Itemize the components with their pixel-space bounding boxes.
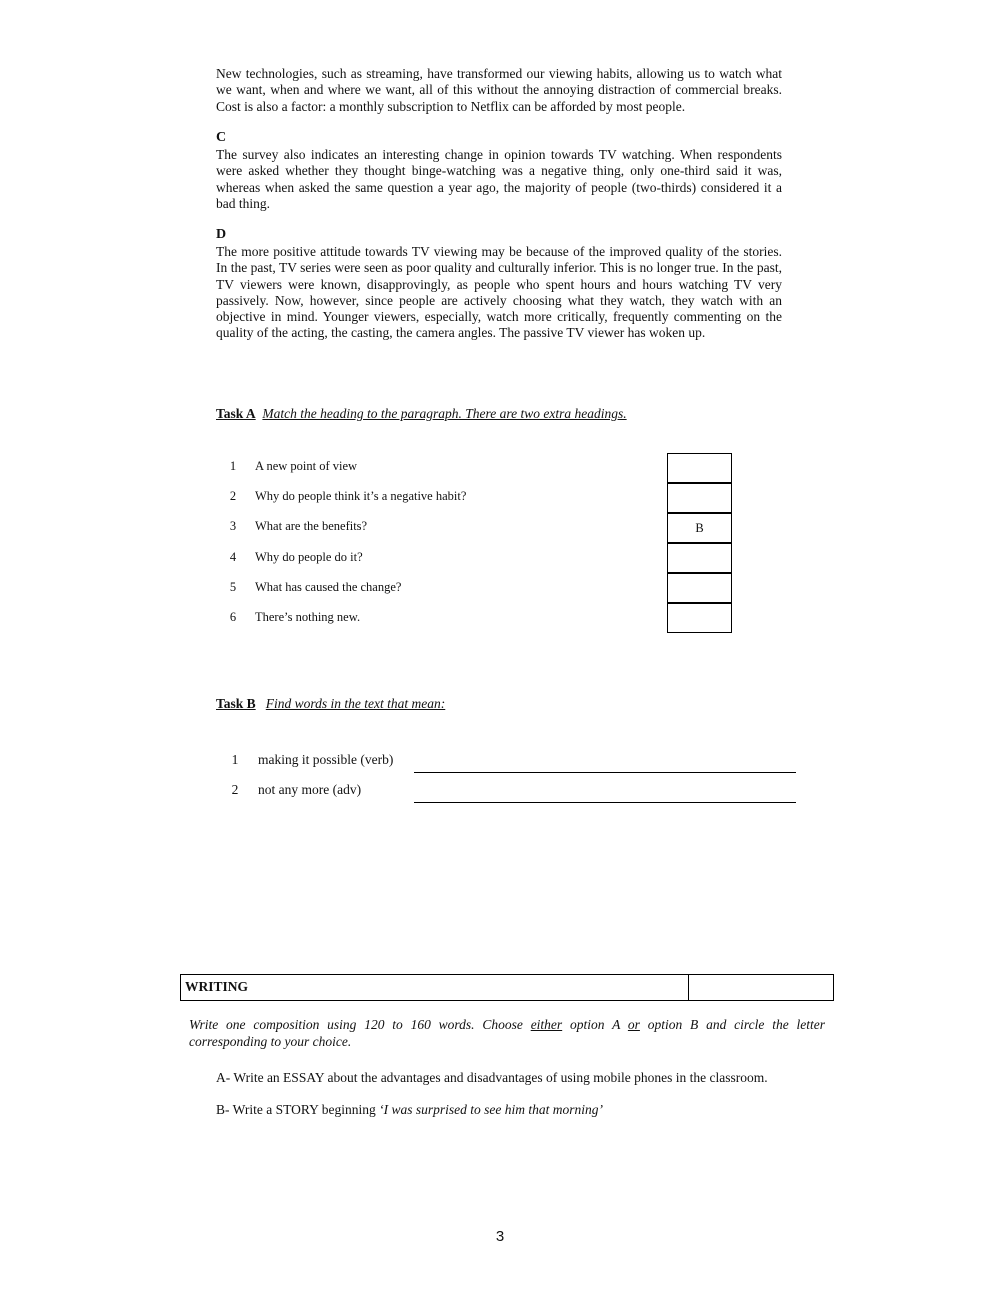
writing-option-b-quote: ‘I was surprised to see him that morning’: [379, 1102, 603, 1117]
task-a-title: [216, 406, 627, 422]
writing-instructions: [189, 1017, 825, 1050]
task-a-item-heading: There’s nothing new.: [255, 610, 361, 624]
writing-instruction-or: or: [627, 1017, 640, 1032]
task-a-answer-box-5[interactable]: [667, 573, 732, 603]
task-b-item-definition: not any more (adv): [258, 782, 362, 797]
task-b-instruction: Find words in the text that mean:: [265, 696, 446, 711]
writing-instruction-part: option A: [562, 1017, 628, 1032]
page-number: 3: [495, 1228, 505, 1245]
task-a-instruction: Match the heading to the paragraph. There are two extra headings.: [262, 406, 627, 421]
task-a-item-heading: A new point of view: [255, 459, 358, 473]
task-a-answer-box-2[interactable]: [667, 483, 732, 513]
task-b-item-number: 2: [231, 782, 239, 797]
task-a-item-number: 4: [229, 550, 237, 564]
writing-option-b-prefix: B- Write a STORY beginning: [216, 1102, 380, 1117]
writing-option-b[interactable]: [216, 1102, 603, 1118]
task-a-item-heading: What has caused the change?: [255, 580, 402, 594]
paragraph-d: The more positive attitude towards TV viewing may be because of the improved quality of the stories. In the past, TV series were seen as poor quality and culturally inferior. This is no longer true. In the past, TV viewers were known, disapprovingly, as people who spent hours and hours watching TV very passively. Now, however, since people are actively choosing what they watch, they watch with an objective in mind. Younger viewers, especially, watch more critically, frequently commenting on the quality of the acting, the casting, the camera angles. The passive TV viewer has woken up.: [216, 244, 782, 341]
task-a-item-number: 5: [229, 580, 237, 594]
task-a-answer-box-4[interactable]: [667, 543, 732, 573]
task-b-label: Task B: [216, 696, 256, 711]
task-a-item-number: 6: [229, 610, 237, 624]
writing-score-divider: [688, 975, 689, 1000]
task-b-item-definition: making it possible (verb): [258, 752, 394, 767]
writing-header-bar: [180, 974, 834, 1001]
task-b-answer-line-2[interactable]: [414, 802, 796, 803]
paragraph-d-letter: D: [216, 227, 227, 242]
task-b-answer-line-1[interactable]: [414, 772, 796, 773]
writing-title: WRITING: [185, 979, 249, 994]
writing-option-a[interactable]: A- Write an ESSAY about the advantages and disadvantages of using mobile phones in the classroom.: [216, 1070, 768, 1085]
task-b-item-number: 1: [231, 752, 239, 767]
paragraph-b-continuation: New technologies, such as streaming, have transformed our viewing habits, allowing us to watch what we want, when and where we want, all of this without the annoying distraction of commercial breaks. Cost is also a factor: a monthly subscription to Netflix can be afforded by most people.: [216, 66, 782, 114]
task-a-label: Task A: [216, 406, 256, 421]
task-a-item-heading: Why do people do it?: [255, 550, 363, 564]
writing-instruction-either: either: [530, 1017, 563, 1032]
writing-instruction-part: Write one composition using 120 to 160 words. Choose: [189, 1017, 531, 1032]
writing-instruction-part: option B and circle the letter corresponding to your choice.: [189, 1017, 825, 1049]
task-a-item-heading: What are the benefits?: [255, 519, 368, 533]
task-a-item-heading: Why do people think it’s a negative habit?: [255, 489, 467, 503]
task-a-item-number: 1: [229, 459, 237, 473]
paragraph-c: The survey also indicates an interesting change in opinion towards TV watching. When respondents were asked whether they thought binge-watching was a negative thing, only one-third said it was, whereas when asked the same question a year ago, the majority of people (two-thirds) considered it a bad thing.: [216, 147, 782, 211]
paragraph-c-letter: C: [216, 130, 227, 145]
task-a-answer-box-1[interactable]: [667, 453, 732, 483]
task-b-title: [216, 696, 445, 712]
task-a-answer-box-3[interactable]: B: [667, 513, 732, 543]
task-a-item-number: 3: [229, 519, 237, 533]
task-a-item-number: 2: [229, 489, 237, 503]
task-a-answer-box-6[interactable]: [667, 603, 732, 633]
